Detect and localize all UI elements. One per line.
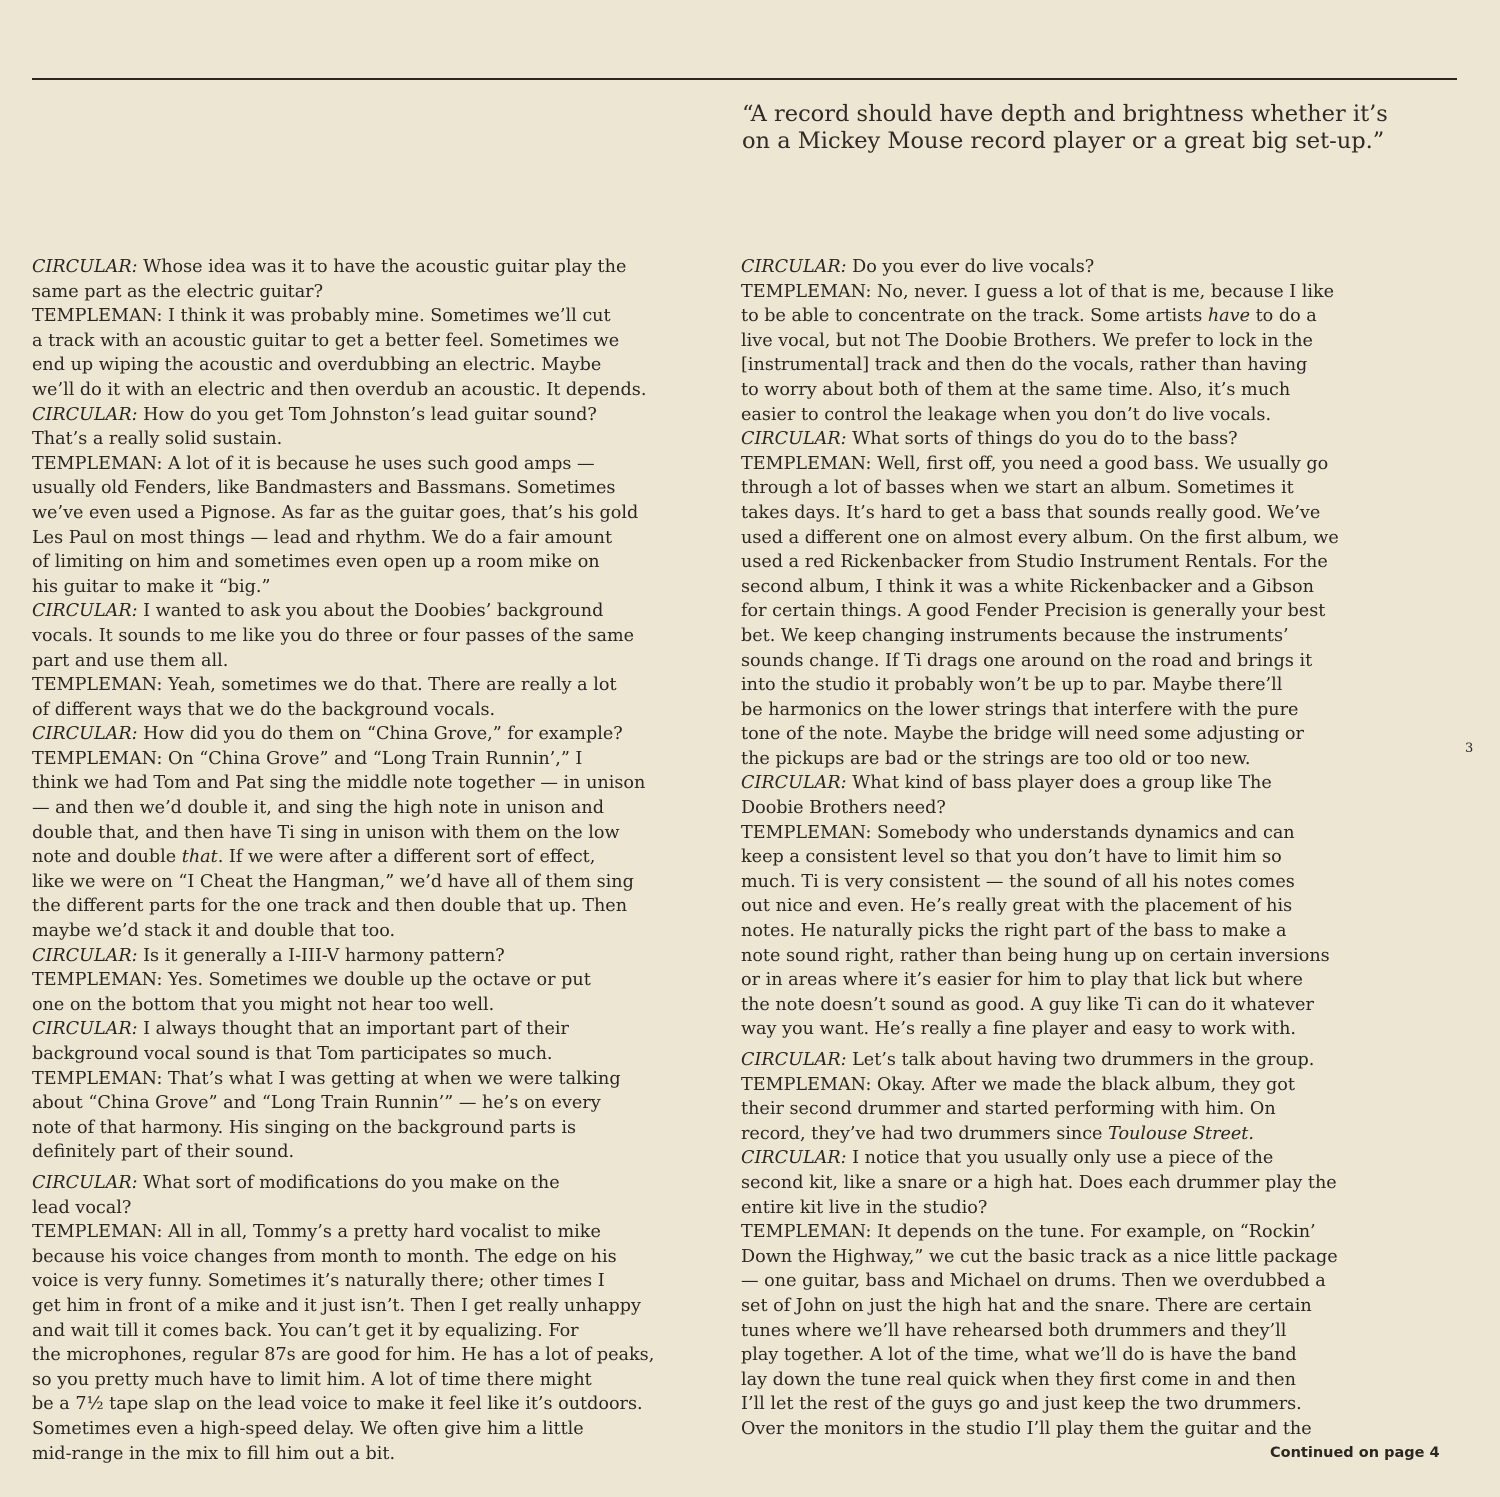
text-line: [32, 255, 722, 280]
text-line: [741, 1220, 1431, 1245]
text-line: [741, 1245, 1431, 1270]
line-text: vocals. It sounds to me like you do three or four passes of the same: [32, 625, 635, 646]
line-text: maybe we’d stack it and double that too.: [32, 921, 396, 942]
line-text: TEMPLEMAN: I think it was probably mine. Sometimes we’ll cut: [32, 306, 611, 327]
line-text: we’ve even used a Pignose. As far as the guitar goes, that’s his gold: [32, 502, 639, 523]
line-text: I notice that you usually only use a piece of the: [846, 1148, 1274, 1169]
line-text: way you want. He’s really a fine player and easy to work with.: [741, 1019, 1297, 1040]
line-text: I always thought that an important part of their: [137, 1019, 569, 1040]
text-line: [741, 1122, 1431, 1147]
text-line: [741, 919, 1431, 944]
line-text: takes days. It’s hard to get a bass that sounds really good. We’ve: [741, 502, 1321, 523]
left-column: [32, 255, 722, 1466]
line-text: Is it generally a I-III-V harmony pattern?: [137, 945, 505, 966]
text-line: [741, 427, 1431, 452]
text-line: [32, 353, 722, 378]
text-line: [741, 993, 1431, 1018]
text-line: [32, 944, 722, 969]
line-text: through a lot of basses when we start an album. Sometimes it: [741, 478, 1294, 499]
text-line: [741, 1319, 1431, 1344]
text-line: [32, 771, 722, 796]
line-text: That’s a really solid sustain.: [32, 429, 283, 450]
speaker-label: CIRCULAR:: [32, 1019, 138, 1040]
text-line: [741, 1171, 1431, 1196]
line-text: the pickups are bad or the strings are too old or too new.: [741, 748, 1251, 769]
line-text: TEMPLEMAN: Okay. After we made the black album, they got: [741, 1074, 1295, 1095]
text-line: [741, 403, 1431, 428]
text-line: [741, 476, 1431, 501]
text-line: [741, 771, 1431, 796]
italic-text: that: [181, 847, 218, 868]
text-line: [32, 1269, 722, 1294]
line-text: easier to control the leakage when you don’t do live vocals.: [741, 404, 1272, 425]
line-text: their second drummer and started performing with him. On: [741, 1099, 1276, 1120]
line-text: What sort of modifications do you make on the: [137, 1172, 560, 1193]
text-line: [32, 722, 722, 747]
line-text: the microphones, regular 87s are good for him. He has a lot of peaks,: [32, 1345, 655, 1366]
line-text: I’ll let the rest of the guys go and just keep the two drummers.: [741, 1394, 1302, 1415]
header-rule: [32, 78, 1457, 80]
text-line: [32, 550, 722, 575]
text-line: [741, 526, 1431, 551]
italic-text: Toulouse Street.: [1108, 1123, 1254, 1144]
line-text: mid-range in the mix to fill him out a bit.: [32, 1443, 396, 1464]
line-text: get him in front of a mike and it just isn’t. Then I get really unhappy: [32, 1295, 641, 1316]
italic-text: have: [1207, 306, 1250, 327]
text-line: [741, 550, 1431, 575]
text-line: [32, 1042, 722, 1067]
line-text: tunes where we’ll have rehearsed both drummers and they’ll: [741, 1320, 1287, 1341]
line-text: the different parts for the one track and then double that up. Then: [32, 896, 628, 917]
text-line: [32, 1220, 722, 1245]
line-text: What kind of bass player does a group like The: [846, 773, 1272, 794]
line-text: note sound right, rather than being hung up on certain inversions: [741, 945, 1330, 966]
line-text: we’ll do it with an electric and then overdub an acoustic. It depends.: [32, 379, 647, 400]
text-line: [32, 1442, 722, 1467]
line-text: second album, I think it was a white Rickenbacker and a Gibson: [741, 576, 1314, 597]
text-line: [32, 1171, 722, 1196]
text-line: [741, 353, 1431, 378]
line-text: TEMPLEMAN: Yeah, sometimes we do that. There are really a lot: [32, 675, 617, 696]
speaker-label: CIRCULAR:: [32, 601, 138, 622]
text-line: [741, 1417, 1431, 1442]
line-text: How did you do them on “China Grove,” for example?: [137, 724, 623, 745]
line-text: Whose idea was it to have the acoustic guitar play the: [137, 257, 627, 277]
line-text: record, they’ve had two drummers since: [741, 1123, 1109, 1144]
line-text: [instrumental] track and then do the vocals, rather than having: [741, 355, 1308, 376]
line-text: Down the Highway,” we cut the basic track as a nice little package: [741, 1246, 1338, 1267]
text-line: [32, 1392, 722, 1417]
text-line: [32, 1343, 722, 1368]
line-text: How do you get Tom Johnston’s lead guitar sound?: [137, 404, 597, 425]
text-line: [741, 870, 1431, 895]
line-text: one on the bottom that you might not hear too well.: [32, 994, 495, 1015]
text-line: [741, 1073, 1431, 1098]
right-column: [741, 255, 1431, 1442]
line-text: TEMPLEMAN: Yes. Sometimes we double up the octave or put: [32, 970, 591, 991]
text-line: [32, 427, 722, 452]
speaker-label: CIRCULAR:: [741, 257, 847, 277]
text-line: [741, 821, 1431, 846]
text-line: [32, 894, 722, 919]
line-text: What sorts of things do you do to the bass?: [846, 429, 1238, 450]
text-line: [32, 1091, 722, 1116]
text-line: [32, 870, 722, 895]
text-line: [741, 1392, 1431, 1417]
text-line: [32, 1319, 722, 1344]
text-line: [32, 304, 722, 329]
line-text: notes. He naturally picks the right part of the bass to make a: [741, 921, 1287, 942]
line-text: — one guitar, bass and Michael on drums. Then we overdubbed a: [741, 1271, 1326, 1292]
text-line: [32, 476, 722, 501]
text-line: [741, 501, 1431, 526]
speaker-label: CIRCULAR:: [741, 1148, 847, 1169]
text-line: [741, 649, 1431, 674]
line-text: to worry about both of them at the same time. Also, it’s much: [741, 379, 1291, 400]
text-line: [32, 624, 722, 649]
text-line: [741, 796, 1431, 821]
text-line: [32, 403, 722, 428]
line-text: like we were on “I Cheat the Hangman,” we’d have all of them sing: [32, 871, 634, 892]
text-line: [741, 1269, 1431, 1294]
text-line: [32, 968, 722, 993]
line-text: TEMPLEMAN: On “China Grove” and “Long Train Runnin’,” I: [32, 748, 583, 769]
line-text: Let’s talk about having two drummers in the group.: [846, 1050, 1315, 1070]
line-text: TEMPLEMAN: Well, first off, you need a good bass. We usually go: [741, 453, 1329, 474]
line-text: note and double: [32, 847, 182, 868]
text-line: [741, 599, 1431, 624]
line-text: Over the monitors in the studio I’ll play them the guitar and the: [741, 1418, 1312, 1439]
speaker-label: CIRCULAR:: [741, 429, 847, 450]
line-text: .: [217, 847, 224, 868]
text-line: [32, 919, 722, 944]
text-line: [741, 280, 1431, 305]
text-line: [32, 993, 722, 1018]
pull-quote: [742, 101, 1442, 155]
line-text: — and then we’d double it, and sing the high note in unison and: [32, 798, 605, 819]
line-text: voice is very funny. Sometimes it’s naturally there; other times I: [32, 1271, 605, 1292]
line-text: If we were after a different sort of effect,: [223, 847, 596, 868]
text-line: [32, 501, 722, 526]
line-text: Do you ever do live vocals?: [846, 257, 1095, 277]
text-line: [741, 894, 1431, 919]
text-line: [741, 944, 1431, 969]
text-line: [741, 304, 1431, 329]
text-line: [741, 452, 1431, 477]
text-line: [32, 378, 722, 403]
line-text: TEMPLEMAN: No, never. I guess a lot of that is me, because I like: [741, 281, 1335, 302]
text-line: [741, 1368, 1431, 1393]
line-text: much. Ti is very consistent — the sound of all his notes comes: [741, 871, 1295, 892]
text-line: [32, 452, 722, 477]
line-text: TEMPLEMAN: All in all, Tommy’s a pretty hard vocalist to mike: [32, 1222, 601, 1243]
line-text: sounds change. If Ti drags one around on the road and brings it: [741, 650, 1313, 671]
page-number: 3: [1465, 741, 1474, 756]
line-text: TEMPLEMAN: Somebody who understands dynamics and can: [741, 822, 1295, 843]
line-text: play together. A lot of the time, what we’ll do is have the band: [741, 1345, 1297, 1366]
speaker-label: CIRCULAR:: [32, 1172, 138, 1193]
line-text: his guitar to make it “big.”: [32, 576, 271, 597]
text-line: [741, 968, 1431, 993]
text-line: [32, 575, 722, 600]
line-text: tone of the note. Maybe the bridge will need some adjusting or: [741, 724, 1304, 745]
line-text: so you pretty much have to limit him. A lot of time there might: [32, 1369, 592, 1390]
line-text: out nice and even. He’s really great with the placement of his: [741, 896, 1293, 917]
text-line: [32, 1417, 722, 1442]
pull-quote-line: on a Mickey Mouse record player or a great big set-up.”: [742, 128, 1385, 154]
line-text: used a red Rickenbacker from Studio Instrument Rentals. For the: [741, 552, 1328, 573]
line-text: of limiting on him and sometimes even open up a room mike on: [32, 552, 600, 573]
line-text: Les Paul on most things — lead and rhythm. We do a fair amount: [32, 527, 613, 548]
line-text: to be able to concentrate on the track. Some artists: [741, 306, 1208, 327]
line-text: TEMPLEMAN: A lot of it is because he uses such good amps —: [32, 453, 595, 474]
line-text: background vocal sound is that Tom participates so much.: [32, 1044, 553, 1064]
text-line: [741, 1196, 1431, 1221]
line-text: used a different one on almost every album. On the first album, we: [741, 527, 1339, 548]
line-text: to do a: [1250, 306, 1317, 327]
text-line: [741, 378, 1431, 403]
text-line: [32, 526, 722, 551]
speaker-label: CIRCULAR:: [32, 257, 138, 277]
speaker-label: CIRCULAR:: [32, 724, 138, 745]
line-text: same part as the electric guitar?: [32, 281, 324, 302]
line-text: the note doesn’t sound as good. A guy like Ti can do it whatever: [741, 994, 1314, 1015]
text-line: [32, 329, 722, 354]
text-line: [741, 1097, 1431, 1122]
line-text: or in areas where it’s easier for him to play that lick but where: [741, 970, 1303, 991]
text-line: [741, 575, 1431, 600]
text-line: [32, 673, 722, 698]
text-line: [741, 624, 1431, 649]
text-line: [32, 845, 722, 870]
line-text: because his voice changes from month to month. The edge on his: [32, 1246, 617, 1267]
line-text: Sometimes even a high-speed delay. We often give him a little: [32, 1418, 584, 1439]
line-text: keep a consistent level so that you don’t have to limit him so: [741, 847, 1282, 868]
line-text: set of John on just the high hat and the snare. There are certain: [741, 1295, 1312, 1316]
line-text: of different ways that we do the background vocals.: [32, 699, 496, 720]
text-line: [32, 280, 722, 305]
text-line: [32, 1196, 722, 1221]
line-text: double that, and then have Ti sing in unison with them on the low: [32, 822, 620, 843]
line-text: for certain things. A good Fender Precision is generally your best: [741, 601, 1326, 622]
text-line: [741, 673, 1431, 698]
text-line: [741, 747, 1431, 772]
line-text: TEMPLEMAN: That’s what I was getting at when we were talking: [32, 1068, 621, 1089]
text-line: [32, 1017, 722, 1042]
text-line: [32, 1245, 722, 1270]
text-line: [741, 722, 1431, 747]
text-line: [32, 821, 722, 846]
text-line: [741, 329, 1431, 354]
text-line: [32, 796, 722, 821]
line-text: usually old Fenders, like Bandmasters and Bassmans. Sometimes: [32, 478, 616, 499]
line-text: bet. We keep changing instruments because the instruments’: [741, 625, 1289, 646]
line-text: be harmonics on the lower strings that interfere with the pure: [741, 699, 1299, 720]
speaker-label: CIRCULAR:: [32, 404, 138, 425]
speaker-label: CIRCULAR:: [32, 945, 138, 966]
text-line: [32, 1116, 722, 1141]
text-line: [741, 1017, 1431, 1042]
text-line: [32, 1140, 722, 1165]
line-text: Doobie Brothers need?: [741, 798, 946, 819]
line-text: second kit, like a snare or a high hat. Does each drummer play the: [741, 1172, 1337, 1193]
text-line: [32, 1067, 722, 1092]
text-line: [741, 845, 1431, 870]
line-text: TEMPLEMAN: It depends on the tune. For example, on “Rockin’: [741, 1222, 1316, 1243]
line-text: part and use them all.: [32, 650, 229, 671]
text-line: [32, 1368, 722, 1393]
continued-note: Continued on page 4: [1270, 1445, 1440, 1461]
text-line: [32, 747, 722, 772]
line-text: lay down the tune real quick when they first come in and then: [741, 1369, 1296, 1390]
line-text: end up wiping the acoustic and overdubbing an electric. Maybe: [32, 355, 602, 376]
line-text: think we had Tom and Pat sing the middle note together — in unison: [32, 773, 646, 794]
text-line: [32, 599, 722, 624]
text-line: [32, 649, 722, 674]
line-text: note of that harmony. His singing on the background parts is: [32, 1117, 577, 1138]
line-text: entire kit live in the studio?: [741, 1197, 988, 1218]
text-line: [741, 698, 1431, 723]
text-line: [741, 1294, 1431, 1319]
text-line: [741, 1146, 1431, 1171]
speaker-label: CIRCULAR:: [741, 1050, 847, 1070]
text-line: [32, 698, 722, 723]
text-line: [741, 255, 1431, 280]
line-text: a track with an acoustic guitar to get a better feel. Sometimes we: [32, 330, 620, 351]
line-text: and wait till it comes back. You can’t get it by equalizing. For: [32, 1320, 579, 1341]
text-line: [741, 1048, 1431, 1073]
line-text: into the studio it probably won’t be up to par. Maybe there’ll: [741, 675, 1283, 696]
line-text: I wanted to ask you about the Doobies’ background: [137, 601, 604, 622]
text-line: [32, 1294, 722, 1319]
line-text: live vocal, but not The Doobie Brothers. We prefer to lock in the: [741, 330, 1313, 351]
pull-quote-line: “A record should have depth and brightness whether it’s: [742, 101, 1388, 127]
line-text: be a 7½ tape slap on the lead voice to make it feel like it’s outdoors.: [32, 1394, 643, 1415]
line-text: definitely part of their sound.: [32, 1142, 295, 1163]
line-text: lead vocal?: [32, 1197, 132, 1218]
line-text: about “China Grove” and “Long Train Runnin’” — he’s on every: [32, 1093, 601, 1114]
text-line: [741, 1343, 1431, 1368]
speaker-label: CIRCULAR:: [741, 773, 847, 794]
